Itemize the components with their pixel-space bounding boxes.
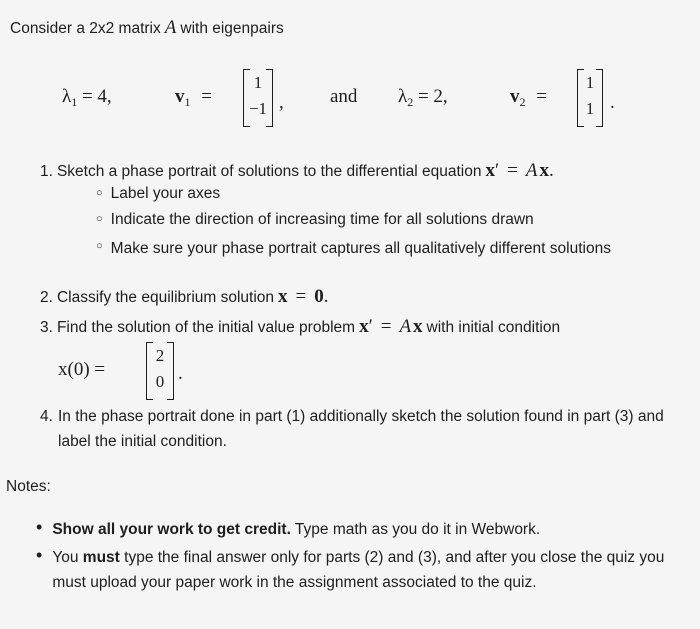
v1-label: $v_1$ = xyxy=(175,86,212,109)
hollow-bullet-icon: ○ xyxy=(96,187,103,199)
initial-condition: x(0) = xyxy=(58,359,106,380)
bullet-icon: • xyxy=(36,517,43,537)
question-2: 2. Classify the equilibrium solution x = 0 . xyxy=(40,286,329,307)
notes-item-2: • You must type the final answer only for parts (2) and (3), and after you close the quiz you must upload your paper work in the assignment associated to the quiz. xyxy=(36,545,686,595)
notes-heading: Notes: xyxy=(6,478,51,495)
q1-bullet-2: ○ Indicate the direction of increasing time for all solutions drawn xyxy=(96,211,534,228)
and-text: and xyxy=(330,86,358,107)
v2-matrix xyxy=(577,69,603,127)
notes-item-1: • Show all your work to get credit. Type math as you do it in Webwork. xyxy=(36,517,676,542)
bullet-icon: • xyxy=(36,545,43,565)
intro-tail: with eigenpairs xyxy=(180,20,284,37)
v2-label: $v_2$ = xyxy=(510,86,547,109)
v2-bottom: 1 xyxy=(585,99,595,118)
question-3: 3. Find the solution of the initial value problem x ′ = A x with initial condition xyxy=(40,316,561,337)
question-4: 4. In the phase portrait done in part (1) additionally sketch the solution found in part (3) and label the initial condition. xyxy=(40,408,664,450)
initial-condition-matrix: 2 0 xyxy=(146,342,174,400)
question-1: 1. Sketch a phase portrait of solutions to the differential equation x ′ = A x . xyxy=(40,160,554,181)
intro-line xyxy=(10,17,284,39)
v1-top: 1 xyxy=(253,73,263,92)
hollow-bullet-icon: ○ xyxy=(96,240,103,252)
intro-text: Consider a 2x2 matrix xyxy=(10,20,161,37)
q1-number: 1. xyxy=(40,163,53,180)
v1-end: , xyxy=(279,92,284,113)
q1-text: Sketch a phase portrait of solutions to the differential equation xyxy=(56,163,482,180)
v2-end: . xyxy=(610,92,615,113)
hollow-bullet-icon: ○ xyxy=(96,213,103,225)
v1-matrix xyxy=(243,69,273,127)
matrix-symbol: A xyxy=(164,17,177,38)
lambda1: $\lambda_1 = 4$, xyxy=(62,86,112,109)
q1-bullet-3: ○ Make sure your phase portrait captures all qualitatively different solutions xyxy=(96,236,621,261)
v1-bottom: −1 xyxy=(248,99,268,118)
q1-bullet-1: ○ Label your axes xyxy=(96,185,221,202)
v2-top: 1 xyxy=(585,73,595,92)
lambda2: $\lambda_2 = 2$, xyxy=(398,86,448,109)
